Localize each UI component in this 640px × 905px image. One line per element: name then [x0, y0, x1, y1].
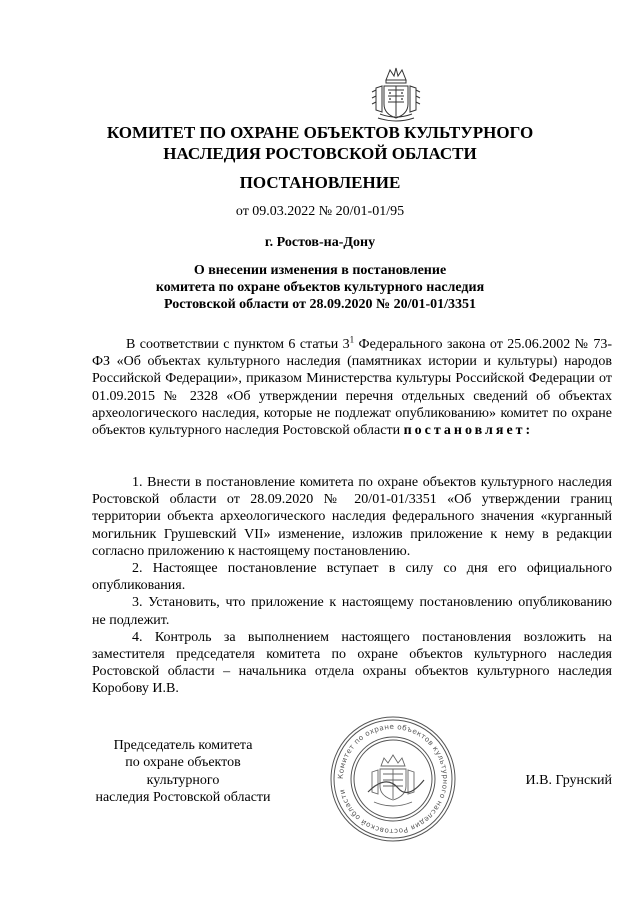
signatory-position: [88, 737, 278, 807]
position-line-2: по охране объектов культурного: [125, 755, 241, 788]
preamble-text-2: Федерального закона от 25.06.2002 № 73-ФЗ «Об объектах культурного наследия (памятниках истории и культуры) народов Российской Федерации», приказом Министерства культуры Российской Федерации от 01.09.2015 № 2328 «Об утверждении перечня отдельных сведений об объектах археологического наследия, которые не подлежат опубликованию» комитет по охране объектов культурного наследия Ростовской области: [92, 337, 613, 439]
resolution-item-2: 2. Настоящее постановление вступает в силу со дня его официального опубликования.: [92, 561, 612, 594]
document-number: от 09.03.2022 № 20/01-01/95: [235, 204, 405, 219]
preamble-superscript: 1: [349, 334, 355, 345]
seal-text: Комитет по охране объектов культурного наследия Ростовской области: [335, 721, 451, 837]
subject-line-2: комитета по охране объектов культурного наследия: [155, 280, 485, 295]
resolve-word: постановляет:: [403, 423, 534, 439]
preamble-text-1: В соответствии с пунктом 6 статьи 3: [126, 337, 350, 352]
organization-name: [0, 122, 640, 164]
resolution-item-3: 3. Установить, что приложение к настоящему постановлению опубликованию не подлежит.: [92, 595, 612, 628]
official-seal-icon: [328, 714, 458, 844]
preamble-paragraph: [92, 336, 612, 439]
subject-line-3: Ростовской области от 28.09.2020 № 20/01-01/3351: [163, 297, 477, 312]
org-line-2: НАСЛЕДИЯ РОСТОВСКОЙ ОБЛАСТИ: [163, 144, 477, 163]
subject-line-1: О внесении изменения в постановление: [193, 263, 447, 278]
document-city: г. Ростов-на-Дону: [264, 235, 376, 250]
org-line-1: КОМИТЕТ ПО ОХРАНЕ ОБЪЕКТОВ КУЛЬТУРНОГО: [106, 123, 534, 142]
document-type: ПОСТАНОВЛЕНИЕ: [239, 173, 401, 192]
document-subject: [0, 262, 640, 313]
signatory-name: И.В. Грунский: [525, 773, 612, 788]
position-line-1: Председатель комитета: [113, 738, 253, 753]
position-line-3: наследия Ростовской области: [95, 790, 271, 806]
resolution-item-4: 4. Контроль за выполнением настоящего постановления возложить на заместителя председателя комитета по охране объектов культурного наследия Ростовской области – начальника отдела охраны объектов культурного наследия Коробову И.В.: [92, 629, 612, 697]
resolution-items: [92, 474, 612, 698]
resolution-item-1: 1. Внести в постановление комитета по охране объектов культурного наследия Ростовской области от 28.09.2020 № 20/01-01/3351 «Об утверждении границ территории объекта археологического наследия федерального значения «курганный могильник Грушевский VII» изменение, изложив приложение к нему в редакции согласно приложению к настоящему постановлению.: [92, 475, 612, 559]
coat-of-arms-icon: [364, 62, 428, 126]
